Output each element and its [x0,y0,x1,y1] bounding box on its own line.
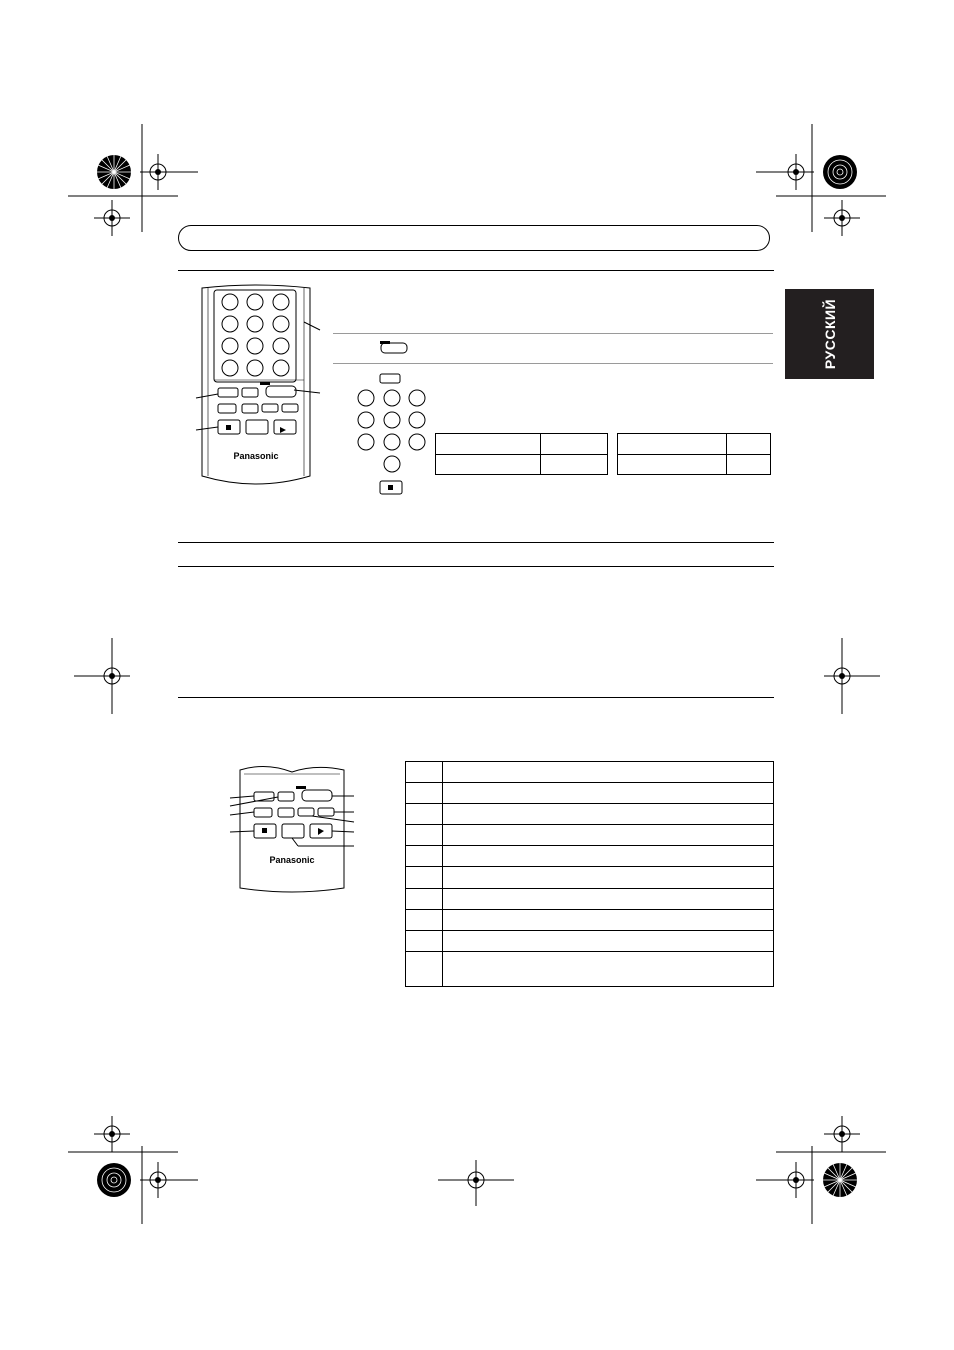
starburst-tr [823,155,857,189]
table-bottom [405,761,774,987]
starburst-br [823,1163,857,1197]
starburst-bl [97,1163,131,1197]
target-ml [74,638,130,714]
target-bl2 [140,1162,198,1198]
key-diagram [350,338,440,478]
remote-illustration-top [196,280,346,500]
table-small-right [617,433,771,475]
target-mr [824,638,880,714]
target-tl1 [140,154,198,190]
stop-key-icon [379,480,405,496]
target-tr1 [756,154,814,190]
remote-brand-top: Panasonic [233,451,279,461]
starburst-tl [97,155,131,189]
remote-brand-bottom: Panasonic [269,855,315,865]
language-tab-label: РУССКИЙ [821,298,838,370]
table-small-left [435,433,608,475]
remote-illustration-bottom [226,760,376,910]
target-br1 [756,1162,814,1198]
